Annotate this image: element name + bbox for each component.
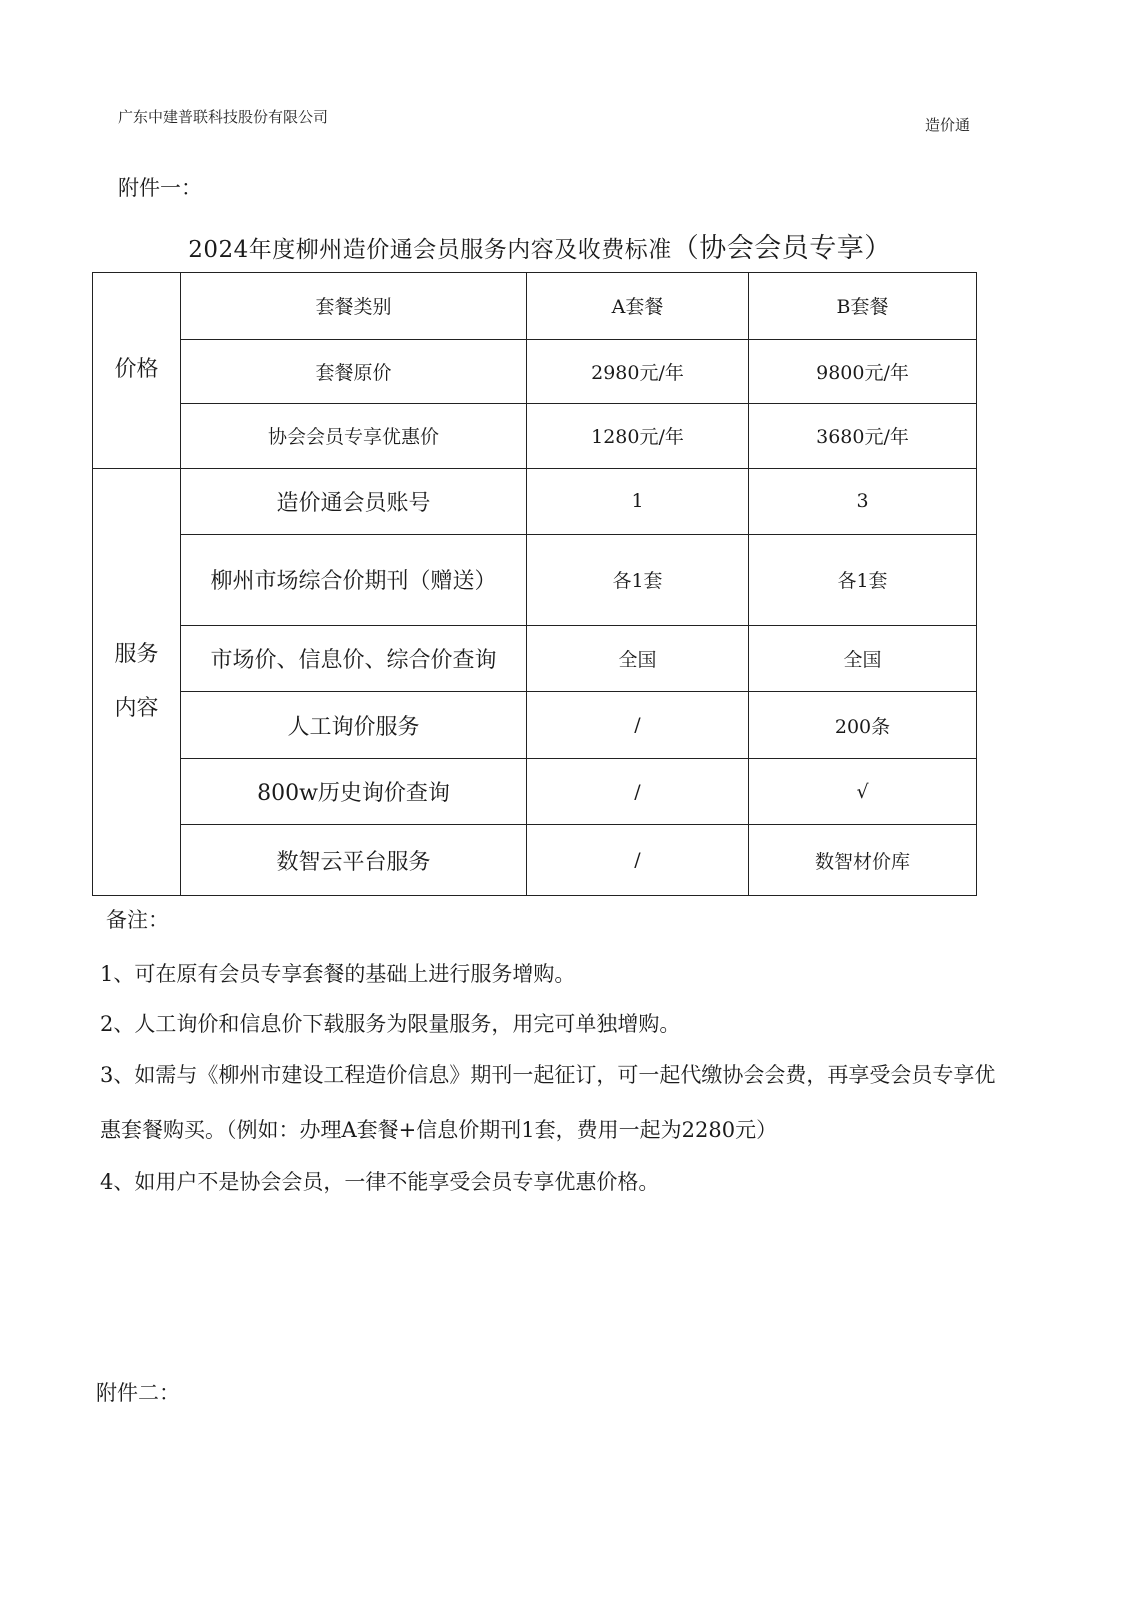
note-item: 2、人工询价和信息价下载服务为限量服务，用完可单独增购。 (100, 1012, 681, 1036)
cell-b: 数智材价库 (749, 825, 977, 896)
cell-b: 3680元/年 (749, 404, 977, 469)
cell-a: 各1套 (527, 535, 749, 626)
brand-name: 造价通 (924, 116, 970, 134)
cell-a: / (527, 825, 749, 896)
cell-a: / (527, 692, 749, 759)
table-row (93, 535, 977, 626)
cell-a: 1280元/年 (527, 404, 749, 469)
package-b-header: B套餐 (749, 273, 977, 340)
row-label: 800w历史询价查询 (181, 758, 527, 825)
cell-b: 各1套 (749, 535, 977, 626)
notes-section (100, 904, 1000, 1216)
package-type-label: 套餐类别 (181, 273, 527, 340)
title-main: 2024年度柳州造价通会员服务内容及收费标准 (188, 237, 672, 263)
cell-b: 9800元/年 (749, 339, 977, 404)
cell-a: 2980元/年 (527, 339, 749, 404)
cell-b: 200条 (749, 692, 977, 759)
table-row (93, 692, 977, 759)
table-row (93, 339, 977, 404)
row-label: 数智云平台服务 (181, 825, 527, 896)
service-group-cell (93, 468, 181, 895)
cell-a: 1 (527, 468, 749, 535)
row-label: 造价通会员账号 (181, 468, 527, 535)
table-row (93, 625, 977, 692)
service-group-line1: 服务 (114, 641, 159, 667)
cell-b: 3 (749, 468, 977, 535)
row-label: 柳州市场综合价期刊（赠送） (181, 535, 527, 626)
table-row (93, 825, 977, 896)
service-group-line2: 内容 (114, 695, 159, 721)
fee-table (92, 272, 977, 896)
table-row (93, 758, 977, 825)
note-item: 3、如需与《柳州市建设工程造价信息》期刊一起征订，可一起代缴协会会费，再享受会员专享优惠套餐购买。（例如：办理A套餐+信息价期刊1套，费用一起为2280元） (100, 1063, 996, 1142)
row-label: 市场价、信息价、综合价查询 (181, 625, 527, 692)
attachment-2-label: 附件二： (96, 1381, 180, 1405)
company-name: 广东中建普联科技股份有限公司 (118, 108, 329, 126)
notes-heading: 备注： (106, 908, 169, 932)
note-item: 4、如用户不是协会会员，一律不能享受会员专享优惠价格。 (100, 1170, 660, 1194)
price-group-cell: 价格 (93, 273, 181, 469)
table-row (93, 468, 977, 535)
cell-b: 全国 (749, 625, 977, 692)
cell-a: 全国 (527, 625, 749, 692)
title-paren: （协会会员专享） (671, 233, 892, 264)
document-title (100, 226, 980, 265)
row-label: 协会会员专享优惠价 (181, 404, 527, 469)
cell-a: / (527, 758, 749, 825)
attachment-1-label: 附件一： (118, 176, 202, 200)
package-a-header: A套餐 (527, 273, 749, 340)
row-label: 套餐原价 (181, 339, 527, 404)
table-row (93, 404, 977, 469)
cell-b: √ (749, 758, 977, 825)
note-item: 1、可在原有会员专享套餐的基础上进行服务增购。 (100, 962, 576, 986)
table-row (93, 273, 977, 340)
row-label: 人工询价服务 (181, 692, 527, 759)
